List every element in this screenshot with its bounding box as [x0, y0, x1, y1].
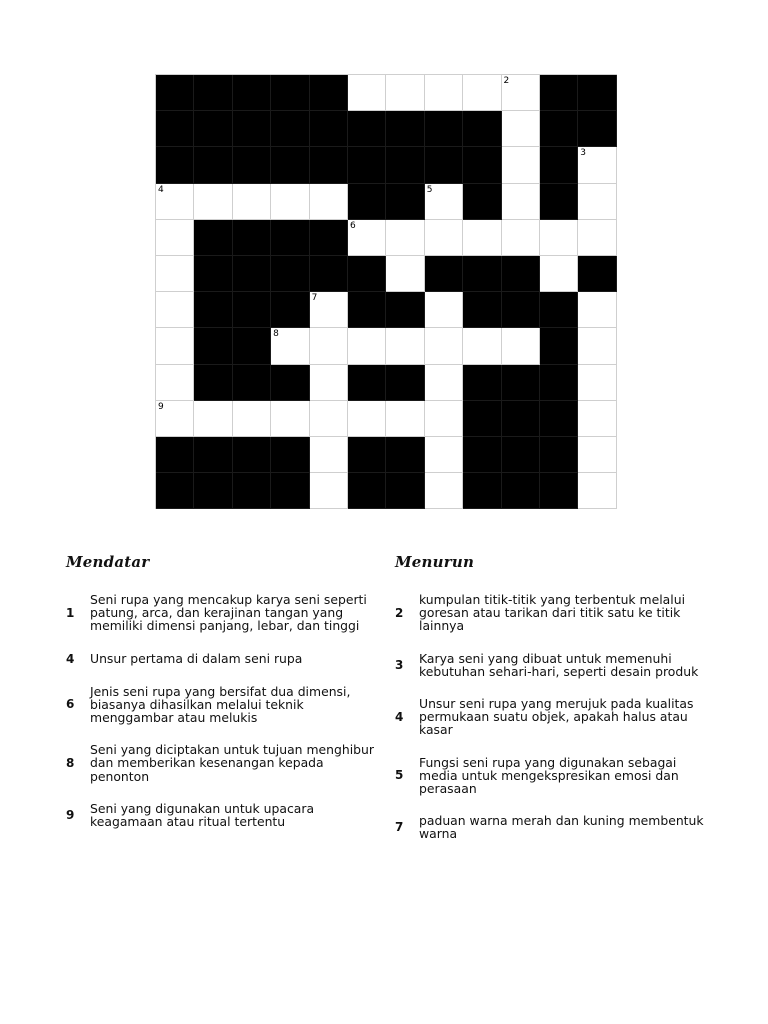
black-cell — [502, 437, 540, 473]
answer-cell[interactable] — [425, 437, 463, 473]
answer-cell[interactable] — [156, 401, 194, 437]
clue-number: 4 — [66, 651, 75, 666]
cell-number: 5 — [426, 184, 433, 195]
clue-down-2 — [395, 593, 715, 633]
answer-cell[interactable] — [425, 401, 463, 437]
black-cell — [156, 147, 194, 183]
crossword-grid — [155, 74, 617, 509]
clue-down-4 — [395, 697, 715, 737]
black-cell — [271, 437, 309, 473]
black-cell — [233, 328, 271, 364]
answer-cell[interactable] — [310, 437, 348, 473]
answer-cell[interactable] — [578, 184, 616, 220]
answer-cell[interactable] — [578, 401, 616, 437]
answer-cell[interactable] — [578, 437, 616, 473]
black-cell — [348, 473, 386, 509]
black-cell — [194, 292, 232, 328]
black-cell — [540, 365, 578, 401]
black-cell — [540, 147, 578, 183]
answer-cell[interactable] — [578, 220, 616, 256]
black-cell — [386, 147, 424, 183]
black-cell — [463, 401, 501, 437]
answer-cell[interactable] — [578, 147, 616, 183]
answer-cell[interactable] — [502, 184, 540, 220]
black-cell — [425, 256, 463, 292]
answer-cell[interactable] — [310, 292, 348, 328]
clue-down-3 — [395, 652, 715, 678]
cell-number: 2 — [503, 76, 510, 86]
black-cell — [156, 437, 194, 473]
black-cell — [502, 401, 540, 437]
black-cell — [463, 292, 501, 328]
answer-cell[interactable] — [502, 220, 540, 256]
black-cell — [578, 256, 616, 292]
clue-number: 9 — [66, 808, 75, 823]
answer-cell[interactable] — [540, 220, 578, 256]
answer-cell[interactable] — [271, 401, 309, 437]
answer-cell[interactable] — [463, 220, 501, 256]
answer-cell[interactable] — [386, 220, 424, 256]
black-cell — [386, 473, 424, 509]
answer-cell[interactable] — [194, 401, 232, 437]
black-cell — [386, 437, 424, 473]
clue-text: kumpulan titik-titik yang terbentuk melalui goresan atau tarikan dari titik satu ke titik lainnya — [419, 592, 686, 634]
cell-number: 9 — [158, 401, 164, 412]
clue-number: 2 — [395, 605, 404, 620]
black-cell — [194, 111, 232, 147]
black-cell — [156, 111, 194, 147]
answer-cell[interactable] — [578, 328, 616, 364]
black-cell — [271, 473, 309, 509]
answer-cell[interactable] — [386, 401, 424, 437]
black-cell — [463, 365, 501, 401]
answer-cell[interactable] — [348, 328, 386, 364]
black-cell — [310, 220, 348, 256]
black-cell — [233, 111, 271, 147]
black-cell — [540, 473, 578, 509]
black-cell — [502, 256, 540, 292]
answer-cell[interactable] — [310, 365, 348, 401]
black-cell — [348, 256, 386, 292]
black-cell — [540, 401, 578, 437]
black-cell — [233, 473, 271, 509]
black-cell — [348, 437, 386, 473]
answer-cell[interactable] — [502, 75, 540, 111]
black-cell — [156, 473, 194, 509]
answer-cell[interactable] — [386, 75, 424, 111]
clue-down-5 — [395, 756, 715, 796]
black-cell — [540, 75, 578, 111]
clue-text: Seni yang diciptakan untuk tujuan menghibur dan memberikan kesenangan kepada penonton — [90, 742, 374, 784]
answer-cell[interactable] — [310, 184, 348, 220]
black-cell — [463, 437, 501, 473]
answer-cell[interactable] — [463, 75, 501, 111]
black-cell — [271, 111, 309, 147]
black-cell — [425, 111, 463, 147]
clue-text: Seni rupa yang mencakup karya seni seperti patung, arca, dan kerajinan tangan yang memiliki dimensi panjang, lebar, dan tinggi — [90, 592, 367, 634]
clue-number: 4 — [395, 709, 404, 724]
answer-cell[interactable] — [502, 147, 540, 183]
black-cell — [386, 365, 424, 401]
across-clues — [66, 553, 386, 847]
black-cell — [348, 292, 386, 328]
black-cell — [194, 328, 232, 364]
clue-across-6 — [66, 685, 386, 725]
answer-cell[interactable] — [386, 328, 424, 364]
clue-number: 7 — [395, 820, 404, 835]
black-cell — [502, 365, 540, 401]
black-cell — [271, 75, 309, 111]
answer-cell[interactable] — [540, 256, 578, 292]
clue-text: Seni yang digunakan untuk upacara keagamaan atau ritual tertentu — [90, 800, 315, 830]
answer-cell[interactable] — [348, 220, 386, 256]
clue-number: 5 — [395, 768, 404, 783]
black-cell — [578, 111, 616, 147]
across-heading: Mendatar — [66, 553, 150, 571]
black-cell — [233, 437, 271, 473]
clue-text: Fungsi seni rupa yang digunakan sebagai media untuk mengekspresikan emosi dan perasaan — [419, 754, 679, 797]
clue-text: Jenis seni rupa yang bersifat dua dimensi, biasanya dihasilkan melalui teknik menggambar atau melukis — [90, 683, 351, 726]
black-cell — [502, 473, 540, 509]
black-cell — [194, 220, 232, 256]
black-cell — [463, 111, 501, 147]
cell-number: 7 — [311, 293, 318, 304]
black-cell — [310, 111, 348, 147]
black-cell — [233, 75, 271, 111]
answer-cell[interactable] — [386, 256, 424, 292]
answer-cell[interactable] — [156, 328, 194, 364]
answer-cell[interactable] — [271, 328, 309, 364]
answer-cell[interactable] — [502, 328, 540, 364]
black-cell — [194, 437, 232, 473]
clue-across-9 — [66, 802, 386, 828]
clue-text: Unsur seni rupa yang merujuk pada kualitas permukaan suatu objek, apakah halus atau kasar — [419, 696, 694, 738]
clue-across-8 — [66, 743, 386, 783]
answer-cell[interactable] — [310, 473, 348, 509]
black-cell — [271, 147, 309, 183]
black-cell — [233, 147, 271, 183]
black-cell — [156, 75, 194, 111]
clue-text: Unsur pertama di dalam seni rupa — [90, 651, 303, 666]
clue-number: 8 — [66, 756, 75, 771]
answer-cell[interactable] — [310, 328, 348, 364]
black-cell — [310, 256, 348, 292]
black-cell — [502, 292, 540, 328]
black-cell — [463, 473, 501, 509]
clue-number: 3 — [395, 657, 404, 672]
answer-cell[interactable] — [156, 184, 194, 220]
black-cell — [194, 473, 232, 509]
answer-cell[interactable] — [233, 184, 271, 220]
clue-number: 6 — [66, 697, 75, 712]
answer-cell[interactable] — [425, 328, 463, 364]
cell-number: 6 — [349, 220, 356, 231]
answer-cell[interactable] — [156, 220, 194, 256]
black-cell — [540, 111, 578, 147]
answer-cell[interactable] — [348, 401, 386, 437]
black-cell — [271, 220, 309, 256]
answer-cell[interactable] — [425, 473, 463, 509]
answer-cell[interactable] — [156, 256, 194, 292]
answer-cell[interactable] — [348, 75, 386, 111]
black-cell — [463, 147, 501, 183]
answer-cell[interactable] — [310, 401, 348, 437]
cell-number: 3 — [580, 148, 587, 159]
black-cell — [310, 147, 348, 183]
black-cell — [233, 220, 271, 256]
black-cell — [194, 75, 232, 111]
black-cell — [271, 365, 309, 401]
answer-cell[interactable] — [156, 365, 194, 401]
answer-cell[interactable] — [578, 365, 616, 401]
clue-across-1 — [66, 593, 386, 633]
answer-cell[interactable] — [425, 292, 463, 328]
black-cell — [348, 147, 386, 183]
black-cell — [233, 256, 271, 292]
down-heading: Menurun — [395, 553, 475, 571]
black-cell — [271, 256, 309, 292]
answer-cell[interactable] — [502, 111, 540, 147]
answer-cell[interactable] — [194, 184, 232, 220]
down-clues — [395, 553, 715, 860]
clue-text: paduan warna merah dan kuning membentuk warna — [419, 813, 704, 842]
clue-number: 1 — [66, 605, 75, 620]
clue-down-7 — [395, 814, 715, 840]
black-cell — [578, 75, 616, 111]
black-cell — [540, 437, 578, 473]
black-cell — [540, 328, 578, 364]
black-cell — [348, 111, 386, 147]
black-cell — [386, 184, 424, 220]
answer-cell[interactable] — [425, 75, 463, 111]
black-cell — [271, 292, 309, 328]
answer-cell[interactable] — [578, 473, 616, 509]
black-cell — [463, 184, 501, 220]
black-cell — [425, 147, 463, 183]
black-cell — [310, 75, 348, 111]
black-cell — [194, 256, 232, 292]
answer-cell[interactable] — [425, 220, 463, 256]
answer-cell[interactable] — [156, 292, 194, 328]
black-cell — [233, 365, 271, 401]
black-cell — [540, 184, 578, 220]
answer-cell[interactable] — [463, 328, 501, 364]
black-cell — [194, 147, 232, 183]
black-cell — [386, 292, 424, 328]
answer-cell[interactable] — [425, 365, 463, 401]
black-cell — [348, 365, 386, 401]
answer-cell[interactable] — [271, 184, 309, 220]
black-cell — [194, 365, 232, 401]
black-cell — [463, 256, 501, 292]
clue-text: Karya seni yang dibuat untuk memenuhi kebutuhan sehari-hari, seperti desain produk — [419, 650, 699, 679]
answer-cell[interactable] — [578, 292, 616, 328]
clue-across-4 — [66, 652, 386, 666]
black-cell — [386, 111, 424, 147]
black-cell — [540, 292, 578, 328]
black-cell — [233, 292, 271, 328]
answer-cell[interactable] — [233, 401, 271, 437]
answer-cell[interactable] — [425, 184, 463, 220]
black-cell — [348, 184, 386, 220]
cell-number: 8 — [273, 329, 279, 340]
cell-number: 4 — [158, 184, 164, 195]
